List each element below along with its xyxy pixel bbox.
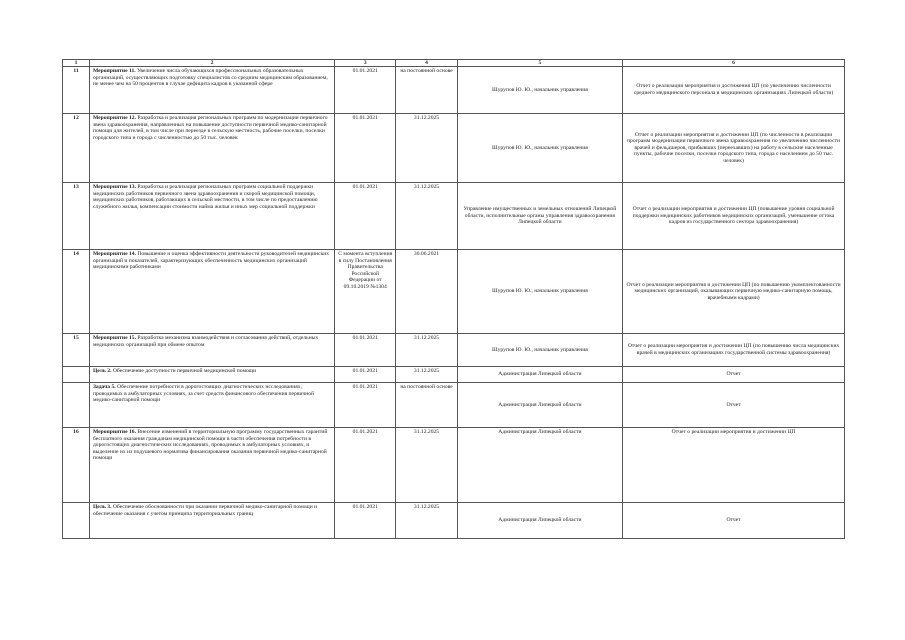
table-row (63, 503, 845, 539)
measure-description (89, 250, 334, 334)
start-date: 01.01.2021 (335, 503, 396, 539)
measure-text: Разработка и реализация региональных программ по модернизации первичного звена здравоохранения, направленных на повышение доступности первичной медико-санитарной помощи для жителей, в том числе при переезде в сельскую местность, рабочие поселки, поселки городского типа и города с численностью до 50 тыс. человек (92, 115, 328, 141)
measure-title: Мероприятие 13. (92, 184, 136, 190)
column-header: 2 (89, 60, 334, 67)
start-date: С момента вступления в силу Постановления Правительства Российской Федерации от 09.10.2019 №1304 (335, 250, 396, 334)
expected-result: Отчет о реализации мероприятия и достижении ЦП (по численности в реализации программ модернизации первичного звена здравоохранения по увеличению численности врачей и фельдшеров, прибывших (переехавших) на работу в сельские населенные пункты, рабочие поселки, поселки городского типа, города с населением до 50 тыс. человек) (623, 114, 845, 183)
measure-title: Мероприятие 11. (92, 68, 136, 74)
measure-description (89, 67, 334, 114)
responsible: Шурупов Ю. Ю., начальник управления (457, 67, 622, 114)
start-date: 01.01.2021 (335, 367, 396, 383)
end-date: 31.12.2025 (396, 183, 457, 250)
end-date: 31.12.2025 (396, 114, 457, 183)
measure-text: Увеличение числа обучающихся профессиональных образовательных организаций, осуществляющих подготовку специалистов со средним медицинским образованием, не менее чем на 50 процентов в случае дефицита кадров в указанной сфере (92, 68, 328, 88)
row-number: 11 (63, 67, 90, 114)
start-date: 01.01.2021 (335, 114, 396, 183)
column-header: 5 (457, 60, 622, 67)
measure-description (89, 383, 334, 428)
measure-text: Разработка механизма взаимодействия и согласования действий, отдельных медицинских организаций при обмене опытом (92, 335, 319, 348)
measure-description (89, 183, 334, 250)
measure-title: Цель 3. (92, 504, 112, 510)
measures-table (62, 59, 845, 539)
measure-description (89, 367, 334, 383)
row-number (63, 503, 90, 539)
end-date: 31.12.2025 (396, 334, 457, 367)
row-number: 13 (63, 183, 90, 250)
end-date: 31.12.2025 (396, 367, 457, 383)
measure-text: Повышение и оценка эффективности деятельности руководителей медицинских организаций и показателей, характеризующих обеспеченность медицинских организаций медицинскими работниками (92, 251, 330, 271)
start-date: 01.01.2021 (335, 383, 396, 428)
measure-title: Задача 5. (92, 384, 116, 390)
table-row (63, 383, 845, 428)
column-header: 1 (63, 60, 90, 67)
column-header: 6 (623, 60, 845, 67)
expected-result: Отчет о реализации мероприятия и достижении ЦП (по повышению числа медицинских врачей в медицинских организациях государственной системы здравоохранения) (623, 334, 845, 367)
row-number: 14 (63, 250, 90, 334)
column-header: 4 (396, 60, 457, 67)
measure-title: Цель 2. (92, 368, 112, 374)
table-row (63, 114, 845, 183)
expected-result: Отчет о реализации мероприятия и достижения ЦП (по увеличению численности среднего медицинского персонала в медицинских организациях Липецкой области) (623, 67, 845, 114)
table-row (63, 183, 845, 250)
header-row (63, 60, 845, 67)
end-date: 31.12.2025 (396, 428, 457, 503)
measure-title: Мероприятие 15. (92, 335, 136, 341)
measure-description (89, 428, 334, 503)
responsible: Шурупов Ю. Ю., начальник управления (457, 114, 622, 183)
measure-text: Разработка и реализация региональных программ социальной поддержки медицинских работников первичного звена здравоохранения и скорой медицинской помощи, медицинских работников, работающих в сельской местности, в том числе по предоставлению служебного жилья, компенсации стоимости найма жилья и иных мер социальной поддержки (92, 184, 318, 210)
end-date: 30.06.2021 (396, 250, 457, 334)
measure-title: Мероприятие 16. (92, 429, 136, 435)
expected-result: Отчет о реализации мероприятия и достижении ЦП (по повышению укомплектованности медицинских организаций, оказывающих первичную медико-санитарную помощь, врачебными кадрами) (623, 250, 845, 334)
responsible: Администрация Липецкой области (457, 503, 622, 539)
table-row (63, 334, 845, 367)
responsible: Администрация Липецкой области (457, 383, 622, 428)
measure-title: Мероприятие 14. (92, 251, 136, 257)
measure-text: Обеспечение потребности в дорогостоящих диагностических исследованиях, проводимых в амбулаторных условиях, за счет средств финансового обеспечения первичной медико-санитарной помощи (92, 384, 315, 404)
start-date: 01.01.2021 (335, 67, 396, 114)
column-header: 3 (335, 60, 396, 67)
expected-result: Отчет (623, 383, 845, 428)
expected-result: Отчет (623, 367, 845, 383)
row-number: 12 (63, 114, 90, 183)
end-date: на постоянной основе (396, 383, 457, 428)
expected-result: Отчет о реализации мероприятия и достижении ЦП (повышение уровня социальной поддержки медицинских работников медицинских организаций, уменьшение оттока кадров из государственного сектора здравоохранения) (623, 183, 845, 250)
row-number: 15 (63, 334, 90, 367)
responsible: Администрация Липецкой области (457, 367, 622, 383)
responsible: Администрация Липецкой области (457, 428, 622, 503)
measure-description (89, 503, 334, 539)
row-number (63, 383, 90, 428)
measure-text: Внесение изменений в территориальную программу государственных гарантий бесплатного оказания гражданам медицинской помощи в части обеспечения потребности в дорогостоящих диагностических исследованиях, проводимых в амбулаторных условиях, и выделение их из подушевого норматива финансирования оказания первичной медико-санитарной помощи (92, 429, 328, 462)
table-row (63, 250, 845, 334)
end-date: на постоянной основе (396, 67, 457, 114)
expected-result: Отчет о реализации мероприятия и достижении ЦП (623, 428, 845, 503)
measure-title: Мероприятие 12. (92, 115, 136, 121)
measure-text: Обеспечение доступности первичной медицинской помощи (112, 368, 257, 374)
start-date: 01.01.2021 (335, 183, 396, 250)
row-number: 16 (63, 428, 90, 503)
expected-result: Отчет (623, 503, 845, 539)
table-row (63, 67, 845, 114)
measure-text: Обеспечение обоснованности при оказании первичной медико-санитарной помощи и обеспечение оказания с учетом принципа территориальных границ (92, 504, 318, 517)
measure-description (89, 334, 334, 367)
start-date: 01.01.2021 (335, 334, 396, 367)
table-row (63, 428, 845, 503)
table-row (63, 367, 845, 383)
row-number (63, 367, 90, 383)
responsible: Шурупов Ю. Ю., начальник управления (457, 334, 622, 367)
responsible: Шурупов Ю. Ю., начальник управления (457, 250, 622, 334)
end-date: 31.12.2025 (396, 503, 457, 539)
responsible: Управление имущественных и земельных отношений Липецкой области, исполнительные органы управления здравоохранения Липецкой области (457, 183, 622, 250)
start-date: 01.01.2021 (335, 428, 396, 503)
measure-description (89, 114, 334, 183)
